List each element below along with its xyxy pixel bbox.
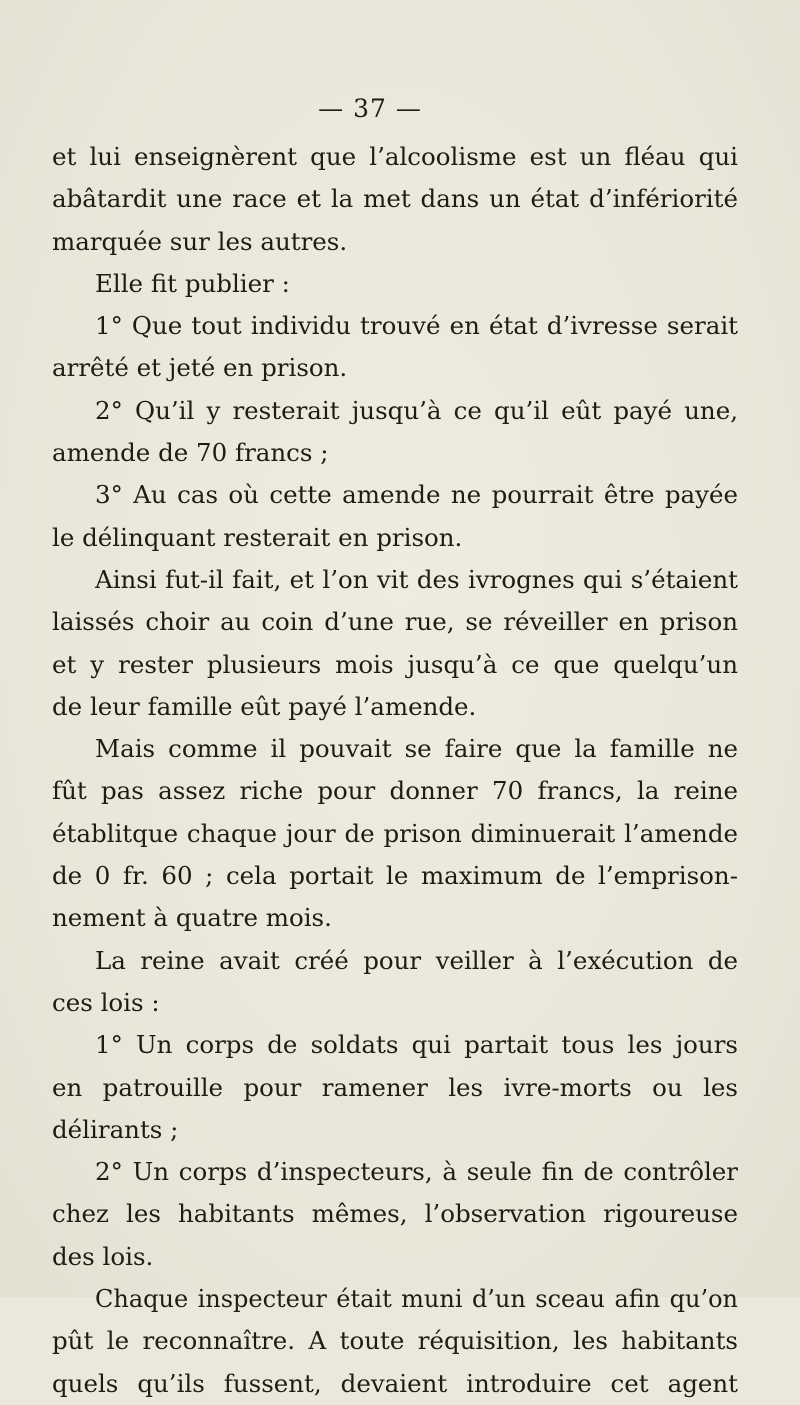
text-line: ces lois : [52,987,160,1017]
text-line: fût pas assez riche pour donner 70 francs, la reine [52,776,738,806]
text-line: 1° Un corps de soldats qui partait tous les jours [95,1030,738,1060]
text-line: Ainsi fut-il fait, et l’on vit des ivrognes qui s’étaient [95,564,738,594]
text-line: quels qu’ils fussent, devaient introduire cet agent [52,1368,738,1398]
page-number: — 37 — [318,94,422,123]
text-line: abâtardit une race et la met dans un état d’infériorité [52,184,738,214]
text-line: Chaque inspecteur était muni d’un sceau afin qu’on [95,1285,738,1314]
text-line: 3° Au cas où cette amende ne pourrait être payée [95,480,738,510]
text-line: et y rester plusieurs mois jusqu’à ce que quelqu’un [52,649,738,679]
text-line: et lui enseignèrent que l’alcoolisme est un fléau qui [52,142,738,171]
text-line: pût le reconnaître. A toute réquisition, les habitants [52,1326,738,1356]
text-line: délirants ; [52,1114,179,1144]
text-line: 2° Un corps d’inspecteurs, à seule fin de contrôler [95,1157,738,1187]
text-line: arrêté et jeté en prison. [52,353,348,383]
text-line: 2° Qu’il y resterait jusqu’à ce qu’il eût payé une, [95,395,738,425]
body-text [52,136,738,1405]
text-line: de 0 fr. 60 ; cela portait le maximum de l’emprison- [52,861,738,891]
text-line: La reine avait créé pour veiller à l’exécution de [95,945,738,975]
text-line: Elle fit publier : [95,268,290,298]
text-line: en patrouille pour ramener les ivre-morts ou les [52,1072,738,1102]
text-line: chez les habitants mêmes, l’observation rigoureuse [52,1199,738,1229]
text-line: des lois. [52,1241,154,1271]
text-line: nement à quatre mois. [52,903,332,933]
text-line: de leur famille eût payé l’amende. [52,691,477,721]
text-line: marquée sur les autres. [52,226,348,256]
text-line: amende de 70 francs ; [52,438,329,468]
text-line: laissés choir au coin d’une rue, se réveiller en prison [52,607,738,637]
text-line: le délinquant resterait en prison. [52,522,463,552]
text-line: Mais comme il pouvait se faire que la famille ne [95,734,738,764]
text-line: établitque chaque jour de prison diminuerait l’amende [52,818,738,848]
text-line: 1° Que tout individu trouvé en état d’ivresse serait [95,311,738,341]
